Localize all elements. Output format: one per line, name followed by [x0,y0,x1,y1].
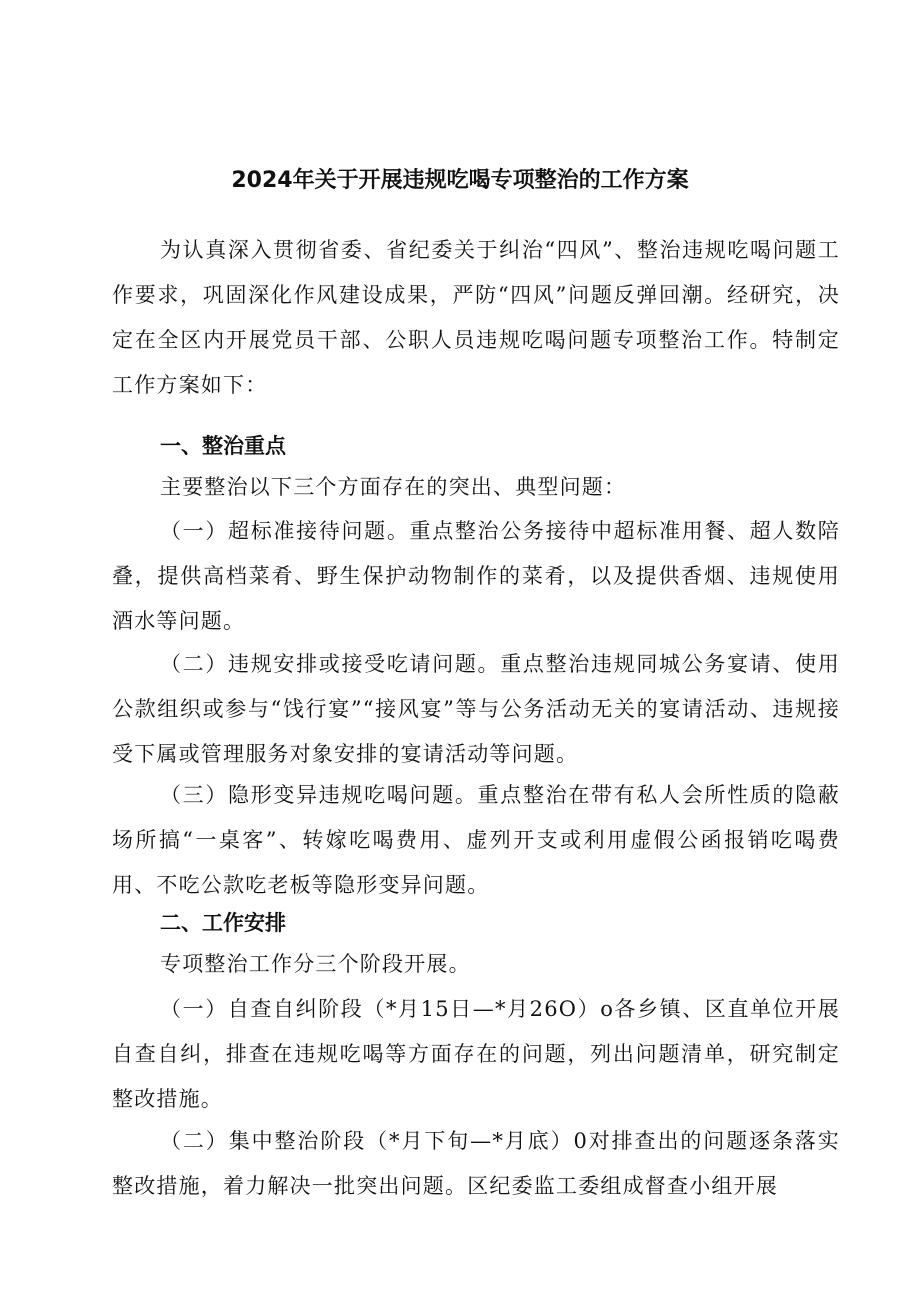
section-heading-2: 二、工作安排 [160,911,286,935]
section2-lead: 专项整治工作分三个阶段开展。 [160,952,471,976]
section-heading-1: 一、整治重点 [160,434,286,458]
section2-item-1: （一）自查自纠阶段（*月15日—*月26O）o各乡镇、区直单位开展自查自纠，排查在违规吃喝等方面存在的问题，列出问题清单，研究制定整改措施。 [112,997,840,1111]
section1-lead: 主要整治以下三个方面存在的突出、典型问题： [160,475,627,499]
section1-item-3: （三）隐形变异违规吃喝问题。重点整治在带有私人会所性质的隐蔽场所搞“一桌客”、转嫁吃喝费用、虚列开支或利用虚假公函报销吃喝费用、不吃公款吃老板等隐形变异问题。 [112,783,840,897]
section2-item-2: （二）集中整治阶段（*月下旬—*月底）0对排查出的问题逐条落实整改措施，着力解决一批突出问题。区纪委监工委组成督查小组开展 [112,1129,840,1198]
intro-paragraph: 为认真深入贯彻省委、省纪委关于纠治“四风”、整治违规吃喝问题工作要求，巩固深化作风建设成果，严防“四风”问题反弹回潮。经研究，决定在全区内开展党员干部、公职人员违规吃喝问题专项整治工作。特制定工作方案如下： [112,238,840,397]
section1-item-2: （二）违规安排或接受吃请问题。重点整治违规同城公务宴请、使用公款组织或参与“饯行宴”“接风宴”等与公务活动无关的宴请活动、违规接受下属或管理服务对象安排的宴请活动等问题。 [112,652,840,766]
document-title: 2024年关于开展违规吃喝专项整治的工作方案 [231,168,689,193]
section1-item-1: （一）超标准接待问题。重点整治公务接待中超标准用餐、超人数陪叠，提供高档菜肴、野生保护动物制作的菜肴，以及提供香烟、违规使用酒水等问题。 [112,519,840,633]
